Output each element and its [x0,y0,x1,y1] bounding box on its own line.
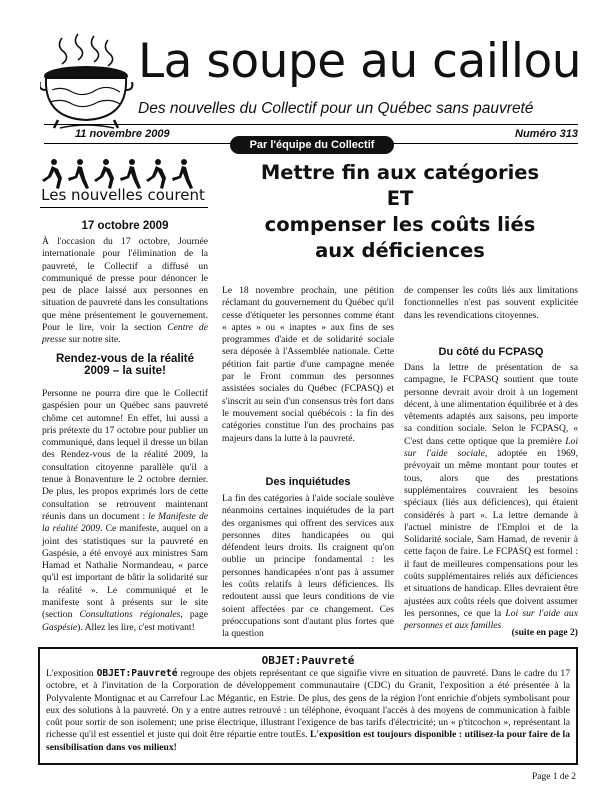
article-body: La fin des catégories à l'aide sociale soulève néanmoins certaines inquiétudes de la part des organismes qui offrent des services aux personnes dites handicapées ou qui défendent leurs droits. Ils craignent qu'on oublie un principe fondamental : les personnes handicapées n'ont pas à assumer les coûts relatifs à leurs déficiences. Ils redoutent aussi que leurs conditions de vie soient affectées par ce changement. Ces préoccupations sont d'autant plus fortes que la question [222,493,394,640]
main-article-title: Mettre fin aux catégories ET compenser les coûts liés aux déficiences [260,161,540,262]
section-heading: Des inquiétudes [265,476,351,488]
running-people-icon [40,156,210,190]
exhibit-title: OBJET:Pauvreté [261,654,355,667]
article-body: Dans la lettre de présentation de sa campagne, le FCPASQ soutient que toute personne devrait avoir droit à un logement décent, à une alimentation équilibrée et à des vêtements adaptés aux saisons, peu importe sa condition sociale. Selon le FCPASQ, « C'est dans cette optique que la première Loi sur l'aide sociale, adoptée en 1969, prévoyait un même montant pour toutes et tous, alors que des prestations supplémentaires couvraient les besoins spéciaux (liés aux déficiences), qui étaient considérés à part ». La lettre demande à l'actuel ministre de l'Emploi et de la Solidarité sociale, Sam Hamad, de revenir à cette façon de faire. Le FCPASQ est formel : il faut de meilleures compensations pour les coûts supplémentaires reliés aux déficiences et situations de handicap. Elles devraient être ajustées aux coûts réels que doivent assumer les personnes, ce que la Loi sur l'aide aux personnes et aux familles [404,362,578,632]
exhibit-text: L'exposition OBJET:Pauvreté regroupe des objets représentant ce que signifie vivre en situation de pauvreté. Dans le cadre du 17 octobre, et à l'invitation de la Corporation de développement communautaire (CDC) du Granit, l'exposition a été présentée à la Polyvalente Montignac et au Carrefour Lac Mégantic, en Estrie. De plus, des gens de la région l'ont enrichie d'objets symbolisant pour eux des solutions à la pauvreté. On y a entre autres retrouvé : un téléphone, évoquant l'accès à des moyens de communication à faible coût pour sortir de son isolement; une prise électrique, illustrant l'exigence de bas tarifs d'électricité; un « p'titcochon », représentant la richesse qu'il est essentiel et juste qui doit être répartie entre toutEs. L'exposition est toujours disponible : utilisez-la pour faire de la sensibilisation dans vos milieux! [46,668,570,753]
article-body: de compenser les coûts liés aux limitations fonctionnelles n'est pas souvent explicitée dans les revendications citoyennes. [404,285,578,321]
header-rule [44,124,578,125]
issue-number: Numéro 313 [515,128,578,140]
newsletter-subtitle: Des nouvelles du Collectif pour un Québec sans pauvreté [138,100,534,117]
article-body: Personne ne pourra dire que le Collectif gaspésien pour un Québec sans pauvreté chôme cet automne! En effet, lui aussi a pris prétexte du 17 octobre pour publier un communiqué, dans lequel il dresse un bilan des Rendez-vous de la réalité 2009, la consultation citoyenne parallèle qu'il a tenue à Bonaventure le 2 octobre dernier. De plus, les propos exprimés lors de cette consultation se retrouvent maintenant réunis dans un document : le Manifeste de la réalité 2009. Ce manifeste, auquel on a joint des statistiques sur la pauvreté en Gaspésie, a été envoyé aux ministres Sam Hamad et Nathalie Normandeau, « parce qu'il est important de bâtir la solidarité sur la réalité ». Le communiqué et le manifeste sont à présents sur le site (section Consultations régionales, page Gaspésie). Allez les lire, c'est motivant! [42,388,208,633]
newsletter-title: La soupe au caillou [138,34,582,89]
team-badge: Par l'équipe du Collectif [230,136,394,154]
article-heading: 17 octobre 2009 [81,220,169,232]
article-heading: Rendez-vous de la réalité 2009 – la suite! [55,353,195,377]
section-heading: Du côté du FCPASQ [438,346,544,358]
news-section-title: Les nouvelles courent [41,186,205,204]
continued-note: (suite en page 2) [511,627,578,638]
news-section-rule [40,207,208,208]
page-number: Page 1 de 2 [531,772,576,782]
article-body: Le 18 novembre prochain, une pétition réclamant du gouvernement du Québec qu'il cesse d'étiqueter les personnes comme étant « aptes » ou « inaptes » aux fins de ses programmes d'aide et de solidarité sociale sera déposée à l'Assemblée nationale. Cette pétition fait partie d'une campagne menée par le Front commun des personnes assistées sociales du Québec (FCPASQ) et s'inscrit au sein d'un consensus très fort dans le mouvement social québécois : la fin des catégories constitue l'un des prochains pas majeurs dans la lutte à la pauvreté. [222,285,394,444]
soup-pot-logo [40,30,134,130]
issue-date: 11 novembre 2009 [75,128,170,140]
article-body: À l'occasion du 17 octobre, Journée internationale pour l'élimination de la pauvreté, le Collectif a diffusé un communiqué de presse pour dénoncer le peu de place laissé aux personnes en situation de pauvreté dans les consultations que mène présentement le gouvernement. Pour le lire, voir la section Centre de presse sur notre site. [42,236,208,346]
